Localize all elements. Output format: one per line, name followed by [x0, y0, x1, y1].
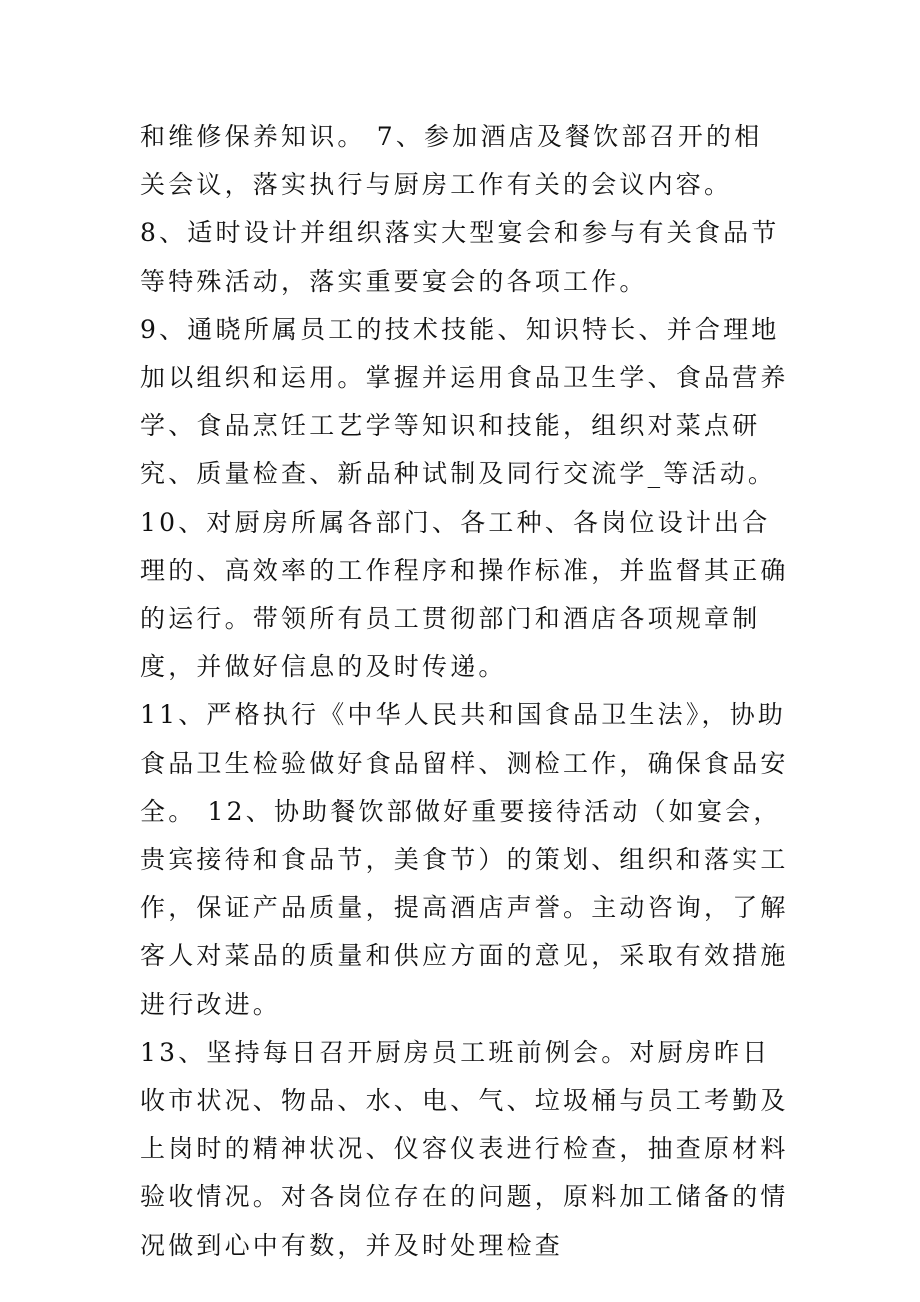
paragraph-item-8: 8、适时设计并组织落实大型宴会和参与有关食品节等特殊活动，落实重要宴会的各项工作。	[140, 218, 780, 296]
paragraph-item-11-12: 11、严格执行《中华人民共和国食品卫生法》，协助食品卫生检验做好食品留样、测检工作，确保食品安全。 12、协助餐饮部做好重要接待活动（如宴会，贵宾接待和食品节，美食节）的策划、组织和落实工作，保证产品质量，提高酒店声誉。主动咨询，了解客人对菜品的质量和供应方面的意见，采取有效措施进行改进。	[140, 700, 789, 1019]
paragraph-item-10: 10、对厨房所属各部门、各工种、各岗位设计出合理的、高效率的工作程序和操作标准，并监督其正确的运行。带领所有员工贯彻部门和酒店各项规章制度，并做好信息的及时传递。	[140, 507, 789, 682]
paragraph-item-13: 13、坚持每日召开厨房员工班前例会。对厨房昨日收市状况、物品、水、电、气、垃圾桶与员工考勤及上岗时的精神状况、仪容仪表进行检查，抽查原材料验收情况。对各岗位存在的问题，原料加工储备的情况做到心中有数，并及时处理检查	[140, 1037, 789, 1260]
paragraph-item-7: 和维修保养知识。 7、参加酒店及餐饮部召开的相关会议，落实执行与厨房工作有关的会议内容。	[140, 122, 763, 200]
document-page	[140, 113, 790, 1270]
paragraph-item-9: 9、通晓所属员工的技术技能、知识特长、并合理地加以组织和运用。掌握并运用食品卫生学、食品营养学、食品烹饪工艺学等知识和技能，组织对菜点研究、质量检查、新品种试制及同行交流学_等活动。	[140, 314, 789, 489]
